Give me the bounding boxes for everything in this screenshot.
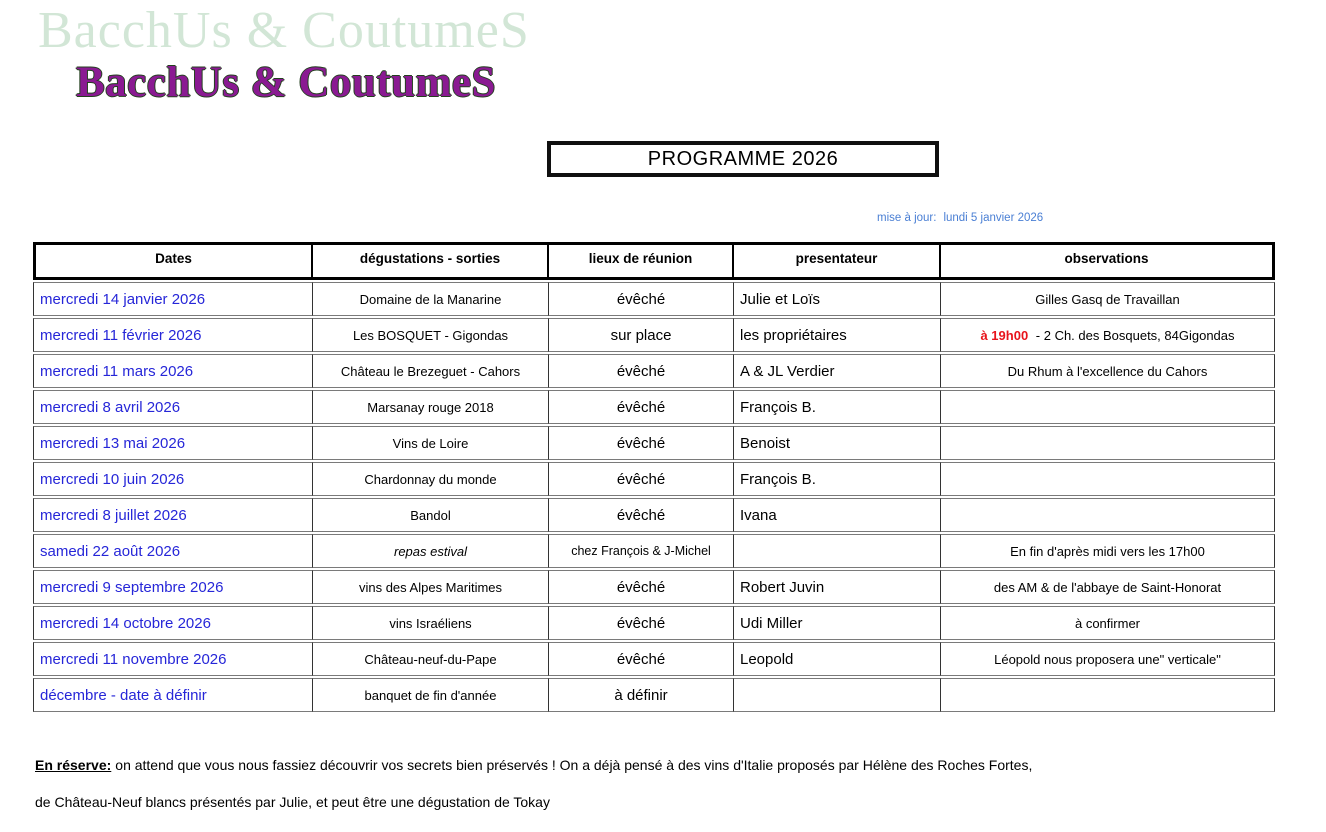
cell-degustation: Domaine de la Manarine [313, 282, 549, 316]
cell-observation [941, 498, 1275, 532]
cell-date: mercredi 9 septembre 2026 [33, 570, 313, 604]
table-row [33, 282, 1275, 316]
cell-degustation: banquet de fin d'année [313, 678, 549, 712]
cell-degustation: Château le Brezeguet - Cahors [313, 354, 549, 388]
cell-presentateur [734, 534, 941, 568]
cell-degustation: Bandol [313, 498, 549, 532]
table-header-row [33, 242, 1275, 280]
cell-presentateur: Julie et Loïs [734, 282, 941, 316]
cell-presentateur: les propriétaires [734, 318, 941, 352]
table-row [33, 534, 1275, 568]
cell-lieu: évêché [549, 642, 734, 676]
cell-presentateur [734, 678, 941, 712]
cell-lieu: évêché [549, 354, 734, 388]
cell-degustation: Château-neuf-du-Pape [313, 642, 549, 676]
table-row [33, 678, 1275, 712]
cell-presentateur: Leopold [734, 642, 941, 676]
cell-date: mercredi 13 mai 2026 [33, 426, 313, 460]
cell-date: mercredi 8 juillet 2026 [33, 498, 313, 532]
cell-observation: Du Rhum à l'excellence du Cahors [941, 354, 1275, 388]
programme-title: PROGRAMME 2026 [647, 147, 839, 170]
header-presentateur: presentateur [734, 242, 941, 280]
table-row [33, 642, 1275, 676]
cell-observation [941, 678, 1275, 712]
footer-reserve-line [35, 757, 1032, 773]
cell-lieu: évêché [549, 498, 734, 532]
programme-table [33, 240, 1275, 714]
cell-date: mercredi 14 janvier 2026 [33, 282, 313, 316]
cell-degustation: Vins de Loire [313, 426, 549, 460]
cell-lieu: à définir [549, 678, 734, 712]
table-body [33, 282, 1275, 712]
cell-degustation: vins des Alpes Maritimes [313, 570, 549, 604]
cell-lieu: évêché [549, 390, 734, 424]
cell-date: mercredi 10 juin 2026 [33, 462, 313, 496]
cell-observation [941, 390, 1275, 424]
cell-lieu: évêché [549, 462, 734, 496]
cell-observation: à 19h00 - 2 Ch. des Bosquets, 84Gigondas [941, 318, 1275, 352]
table-row [33, 570, 1275, 604]
programme-title-box [547, 141, 939, 177]
header-lieux: lieux de réunion [549, 242, 734, 280]
cell-observation [941, 426, 1275, 460]
cell-degustation: Marsanay rouge 2018 [313, 390, 549, 424]
header-dates: Dates [33, 242, 313, 280]
cell-presentateur: François B. [734, 462, 941, 496]
table-row [33, 498, 1275, 532]
footer-second-line: de Château-Neuf blancs présentés par Julie, et peut être une dégustation de Tokay [35, 794, 550, 810]
header-observations: observations [941, 242, 1275, 280]
cell-presentateur: Benoist [734, 426, 941, 460]
cell-presentateur: François B. [734, 390, 941, 424]
cell-date: samedi 22 août 2026 [33, 534, 313, 568]
cell-degustation: vins Israéliens [313, 606, 549, 640]
cell-date: mercredi 11 mars 2026 [33, 354, 313, 388]
footer-reserve-label: En réserve: [35, 757, 112, 773]
cell-degustation: repas estival [313, 534, 549, 568]
cell-observation: Léopold nous proposera une" verticale" [941, 642, 1275, 676]
updated-value: lundi 5 janvier 2026 [943, 212, 1044, 224]
cell-date: mercredi 14 octobre 2026 [33, 606, 313, 640]
table-row [33, 606, 1275, 640]
cell-presentateur: A & JL Verdier [734, 354, 941, 388]
cell-lieu: évêché [549, 426, 734, 460]
cell-observation: des AM & de l'abbaye de Saint-Honorat [941, 570, 1275, 604]
cell-lieu: évêché [549, 282, 734, 316]
observation-time-highlight: à 19h00 [980, 327, 1029, 343]
cell-presentateur: Robert Juvin [734, 570, 941, 604]
logo-foreground-text: BacchUs & CoutumeS [76, 59, 496, 106]
cell-date: mercredi 8 avril 2026 [33, 390, 313, 424]
header-degustations: dégustations - sorties [313, 242, 549, 280]
table-row [33, 390, 1275, 424]
table-row [33, 318, 1275, 352]
cell-observation: à confirmer [941, 606, 1275, 640]
cell-presentateur: Ivana [734, 498, 941, 532]
updated-line [877, 212, 1043, 224]
cell-degustation: Les BOSQUET - Gigondas [313, 318, 549, 352]
cell-presentateur: Udi Miller [734, 606, 941, 640]
cell-lieu: évêché [549, 606, 734, 640]
cell-observation: Gilles Gasq de Travaillan [941, 282, 1275, 316]
cell-observation: En fin d'après midi vers les 17h00 [941, 534, 1275, 568]
cell-degustation: Chardonnay du monde [313, 462, 549, 496]
cell-date: mercredi 11 février 2026 [33, 318, 313, 352]
cell-observation [941, 462, 1275, 496]
logo-background-text: BacchUs & CoutumeS [38, 2, 530, 59]
table-row [33, 354, 1275, 388]
cell-lieu: sur place [549, 318, 734, 352]
cell-lieu: chez François & J-Michel [549, 534, 734, 568]
cell-lieu: évêché [549, 570, 734, 604]
table-row [33, 426, 1275, 460]
cell-date: décembre - date à définir [33, 678, 313, 712]
updated-label: mise à jour: [877, 212, 937, 224]
table-row [33, 462, 1275, 496]
cell-date: mercredi 11 novembre 2026 [33, 642, 313, 676]
footer-reserve-text: on attend que vous nous fassiez découvrir vos secrets bien préservés ! On a déjà pensé à des vins d'Italie proposés par Hélène des Roches Fortes, [115, 757, 1033, 773]
